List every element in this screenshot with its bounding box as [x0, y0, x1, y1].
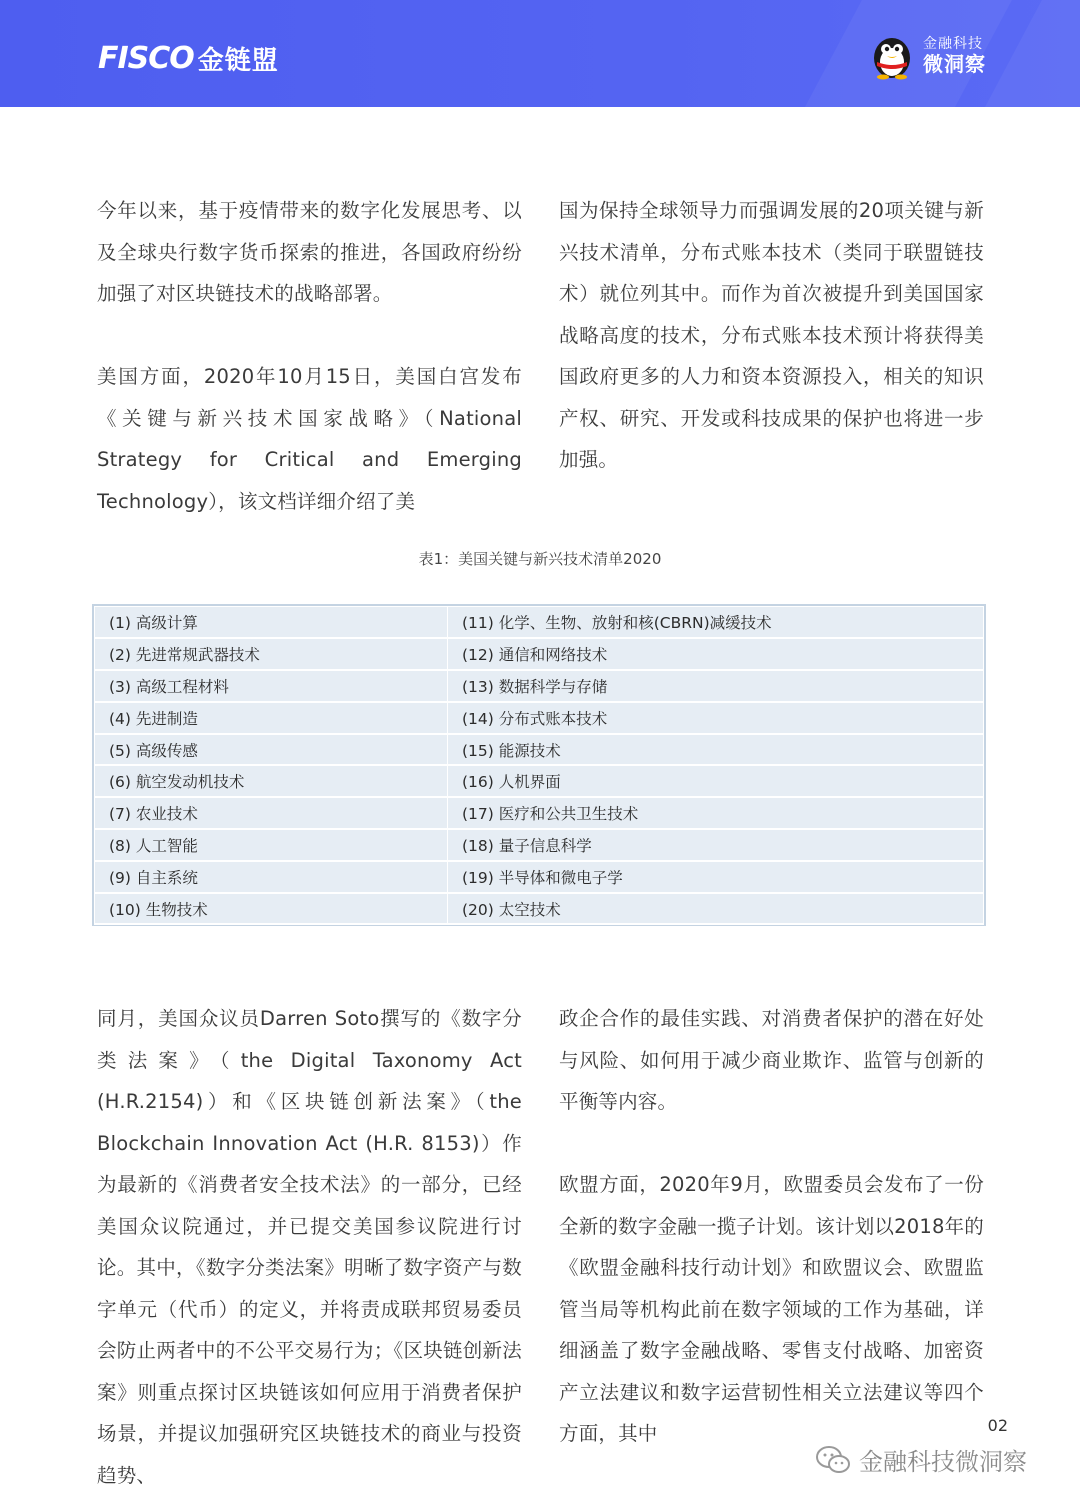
- table-cell: (2) 先进常规武器技术: [95, 638, 448, 670]
- table-cell: (7) 农业技术: [95, 797, 448, 829]
- wechat-watermark: [815, 1442, 1027, 1477]
- table-row: [95, 702, 984, 734]
- table-cell: (10) 生物技术: [95, 893, 448, 925]
- top-left-column: [97, 190, 522, 522]
- paragraph: 欧盟方面，2020年9月，欧盟委员会发布了一份全新的数字金融一揽子计划。该计划以2018年的《欧盟金融科技行动计划》和欧盟议会、欧盟监管当局等机构此前在数字领域的工作为基础，详细涵盖了数字金融战略、零售支付战略、加密资产立法建议和数字运营韧性相关立法建议等四个方面，其中: [559, 1173, 984, 1445]
- bottom-right-column: [559, 998, 984, 1455]
- table-cell: (18) 量子信息科学: [448, 829, 984, 861]
- table-cell: (9) 自主系统: [95, 861, 448, 893]
- page-number: 02: [987, 1416, 1008, 1435]
- watermark-text: 金融科技微洞察: [859, 1448, 1027, 1476]
- table-cell: (1) 高级计算: [95, 607, 448, 639]
- brand-title: 微洞察: [923, 51, 986, 76]
- table-cell: (3) 高级工程材料: [95, 670, 448, 702]
- paragraph: 美国方面，2020年10月15日，美国白宫发布《关键与新兴技术国家战略》（National Strategy for Critical and Emerging Technology），该文档详细介绍了美: [97, 365, 522, 513]
- fisco-logo: [98, 38, 279, 78]
- logo-mark: FISCO: [98, 40, 194, 76]
- brand-subtitle: 金融科技: [923, 36, 983, 53]
- table-row: [95, 670, 984, 702]
- table-cell: (8) 人工智能: [95, 829, 448, 861]
- brand-logo: [869, 31, 986, 81]
- penguin-icon: [869, 32, 915, 80]
- table-cell: (15) 能源技术: [448, 734, 984, 766]
- table-cell: (17) 医疗和公共卫生技术: [448, 797, 984, 829]
- top-right-column: [559, 190, 984, 481]
- paragraph: 政企合作的最佳实践、对消费者保护的潜在好处与风险、如何用于减少商业欺诈、监管与创新的平衡等内容。: [559, 1007, 984, 1113]
- table-row: [95, 829, 984, 861]
- table-cell: (5) 高级传感: [95, 734, 448, 766]
- table-cell: (11) 化学、生物、放射和核(CBRN)减缓技术: [448, 607, 984, 639]
- table-row: [95, 638, 984, 670]
- paragraph: 同月，美国众议员Darren Soto撰写的《数字分类法案》（the Digital Taxonomy Act (H.R.2154)）和《区块链创新法案》（the Blockchain Innovation Act (H.R. 8153)）作为最新的《消费者安全技术法》的一部分，已经美国众议院通过，并已提交美国参议院进行讨论。其中，《数字分类法案》明晰了数字资产与数字单元（代币）的定义，并将责成联邦贸易委员会防止两者中的不公平交易行为；《区块链创新法案》则重点探讨区块链该如何应用于消费者保护场景，并提议加强研究区块链技术的商业与投资趋势、: [97, 1007, 522, 1487]
- table-row: [95, 893, 984, 925]
- table-row: [95, 607, 984, 639]
- table-cell: (14) 分布式账本技术: [448, 702, 984, 734]
- table-row: [95, 765, 984, 797]
- header-bar: [0, 0, 1080, 107]
- paragraph: 今年以来，基于疫情带来的数字化发展思考、以及全球央行数字货币探索的推进，各国政府纷纷加强了对区块链技术的战略部署。: [97, 199, 522, 305]
- table-cell: (16) 人机界面: [448, 765, 984, 797]
- table-caption: 表1：美国关键与新兴技术清单2020: [418, 550, 662, 568]
- table-cell: (6) 航空发动机技术: [95, 765, 448, 797]
- table-row: [95, 797, 984, 829]
- table-cell: (20) 太空技术: [448, 893, 984, 925]
- tech-list-table: [92, 604, 986, 926]
- table-row: [95, 734, 984, 766]
- table-row: [95, 861, 984, 893]
- table-cell: (19) 半导体和微电子学: [448, 861, 984, 893]
- wechat-icon: [815, 1445, 851, 1475]
- logo-chinese: 金链盟: [197, 45, 279, 76]
- bottom-left-column: [97, 998, 522, 1496]
- table-cell: (13) 数据科学与存储: [448, 670, 984, 702]
- table-cell: (12) 通信和网络技术: [448, 638, 984, 670]
- paragraph: 国为保持全球领导力而强调发展的20项关键与新兴技术清单，分布式账本技术（类同于联盟链技术）就位列其中。而作为首次被提升到美国国家战略高度的技术，分布式账本技术预计将获得美国政府更多的人力和资本资源投入，相关的知识产权、研究、开发或科技成果的保护也将进一步加强。: [559, 199, 984, 471]
- table-cell: (4) 先进制造: [95, 702, 448, 734]
